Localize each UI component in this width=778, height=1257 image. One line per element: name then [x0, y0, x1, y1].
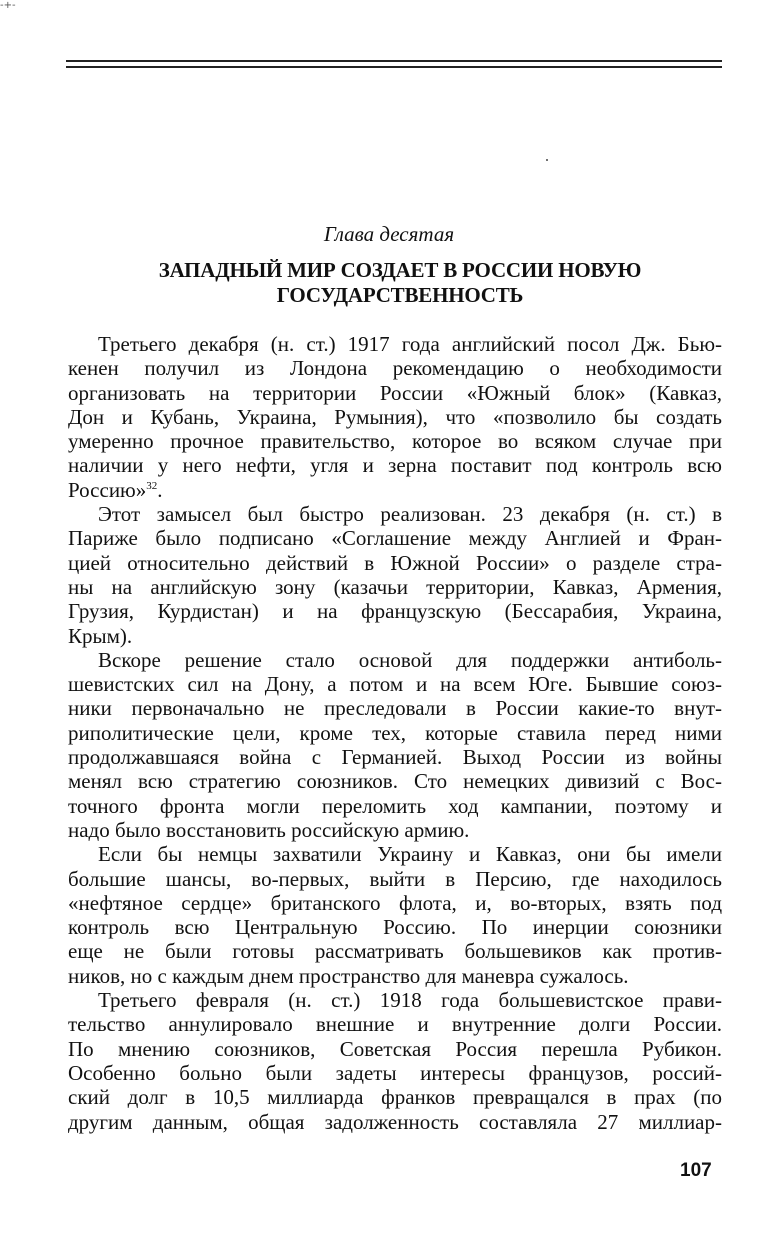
- body-text: [68, 332, 722, 1134]
- line-text: контроль всю Центральную Россию. По инерции союзники: [68, 915, 722, 940]
- text-line: [68, 867, 722, 891]
- line-text: Особенно больно были задеты интересы французов, россий-: [68, 1060, 722, 1085]
- line-text: ники первоначально не преследовали в России какие-то внут-: [68, 696, 722, 721]
- chapter-title-line: ЗАПАДНЫЙ МИР СОЗДАЕТ В РОССИИ НОВУЮ: [158, 258, 642, 282]
- text-line: [68, 672, 722, 696]
- text-line: [68, 842, 722, 866]
- line-text: тельство аннулировало внешние и внутренние долги России.: [68, 1012, 722, 1037]
- footnote-reference: 32: [146, 479, 158, 492]
- text-line: [68, 575, 722, 599]
- line-text: Если бы немцы захватили Украину и Кавказ, они бы имели: [98, 842, 722, 867]
- line-tail: .: [157, 477, 163, 502]
- text-line: [68, 429, 722, 453]
- scan-artifact-mark: -+-: [0, 0, 16, 11]
- line-text: организовать на территории России «Южный блок» (Кавказ,: [68, 380, 722, 405]
- text-line: [68, 502, 722, 526]
- text-line: [68, 745, 722, 769]
- paragraph: [68, 502, 722, 648]
- text-line: [68, 891, 722, 915]
- chapter-title: [60, 258, 740, 308]
- paragraph: [68, 842, 722, 988]
- line-text: ский долг в 10,5 миллиарда франков превращался в прах (по: [68, 1085, 722, 1110]
- line-text: цией относительно действий в Южной России» о разделе стра-: [68, 550, 722, 575]
- line-text: Грузия, Курдистан) и на французскую (Бессарабия, Украина,: [68, 599, 722, 624]
- line-text: Крым).: [68, 623, 133, 648]
- line-text: умеренно прочное правительство, которое во всяком случае при: [68, 429, 722, 454]
- text-line: [68, 332, 722, 356]
- paragraph: [68, 332, 722, 502]
- line-text: риполитические цели, кроме тех, которые ставила перед ними: [68, 720, 722, 745]
- line-text: надо было восстановить российскую армию.: [68, 817, 470, 842]
- line-text: Третьего декабря (н. ст.) 1917 года английский посол Дж. Бью-: [98, 332, 722, 356]
- text-line: [68, 624, 722, 648]
- text-line: [68, 721, 722, 745]
- line-text: шевистских сил на Дону, а потом и на всем Юге. Бывшие союз-: [68, 672, 722, 697]
- header-rule-bottom: [66, 66, 722, 68]
- text-line: [68, 453, 722, 477]
- line-text: ников, но с каждым днем пространство для маневра сужалось.: [68, 963, 629, 988]
- line-text: Вскоре решение стало основой для поддержки антиболь-: [98, 647, 722, 672]
- text-line: [68, 526, 722, 550]
- text-line: [68, 964, 722, 988]
- line-text: менял всю стратегию союзников. Сто немецких дивизий с Вос-: [68, 769, 722, 794]
- line-text: точного фронта могли переломить ход кампании, поэтому и: [68, 793, 722, 818]
- line-text: другим данным, общая задолженность составляла 27 миллиар-: [68, 1109, 722, 1134]
- text-line: [68, 648, 722, 672]
- text-line: [68, 599, 722, 623]
- text-line: [68, 988, 722, 1012]
- text-line: [68, 405, 722, 429]
- chapter-label: Глава десятая: [323, 222, 455, 246]
- text-line: [68, 1061, 722, 1085]
- chapter-title-line: ГОСУДАРСТВЕННОСТЬ: [276, 283, 524, 307]
- text-line: [68, 1037, 722, 1061]
- line-text: ны на английскую зону (казачьи территории, Кавказ, Армения,: [68, 574, 722, 599]
- text-line: [68, 356, 722, 380]
- text-line: [68, 478, 722, 502]
- text-line: [68, 769, 722, 793]
- line-text: еще не были готовы рассматривать большевиков как против-: [68, 939, 722, 964]
- paragraph: [68, 988, 722, 1134]
- page-number: 107: [680, 1160, 712, 1181]
- line-text: Дон и Кубань, Украина, Румыния), что «позволило бы создать: [68, 404, 722, 429]
- scan-speck: [546, 159, 548, 161]
- text-line: [68, 1085, 722, 1109]
- line-text: Этот замысел был быстро реализован. 23 декабря (н. ст.) в: [98, 502, 722, 527]
- text-line: [68, 696, 722, 720]
- text-line: [68, 915, 722, 939]
- line-text: большие шансы, во-первых, выйти в Персию, где находилось: [68, 866, 722, 891]
- text-line: [68, 794, 722, 818]
- line-text: Россию»: [68, 477, 147, 502]
- line-text: наличии у него нефти, угля и зерна поставит под контроль всю: [68, 453, 722, 478]
- line-text: Третьего февраля (н. ст.) 1918 года большевистское прави-: [98, 988, 722, 1013]
- header-rule-top: [66, 60, 722, 62]
- text-line: [68, 1012, 722, 1036]
- line-text: По мнению союзников, Советская Россия перешла Рубикон.: [68, 1036, 722, 1061]
- line-text: Париже было подписано «Соглашение между Англией и Фран-: [68, 526, 722, 551]
- text-line: [68, 551, 722, 575]
- text-line: [68, 1110, 722, 1134]
- text-line: [68, 381, 722, 405]
- line-text: продолжавшаяся война с Германией. Выход России из войны: [68, 745, 722, 770]
- text-line: [68, 818, 722, 842]
- paragraph: [68, 648, 722, 842]
- line-text: «нефтяное сердце» британского флота, и, во-вторых, взять под: [68, 890, 722, 915]
- line-text: кенен получил из Лондона рекомендацию о необходимости: [68, 356, 722, 381]
- text-line: [68, 939, 722, 963]
